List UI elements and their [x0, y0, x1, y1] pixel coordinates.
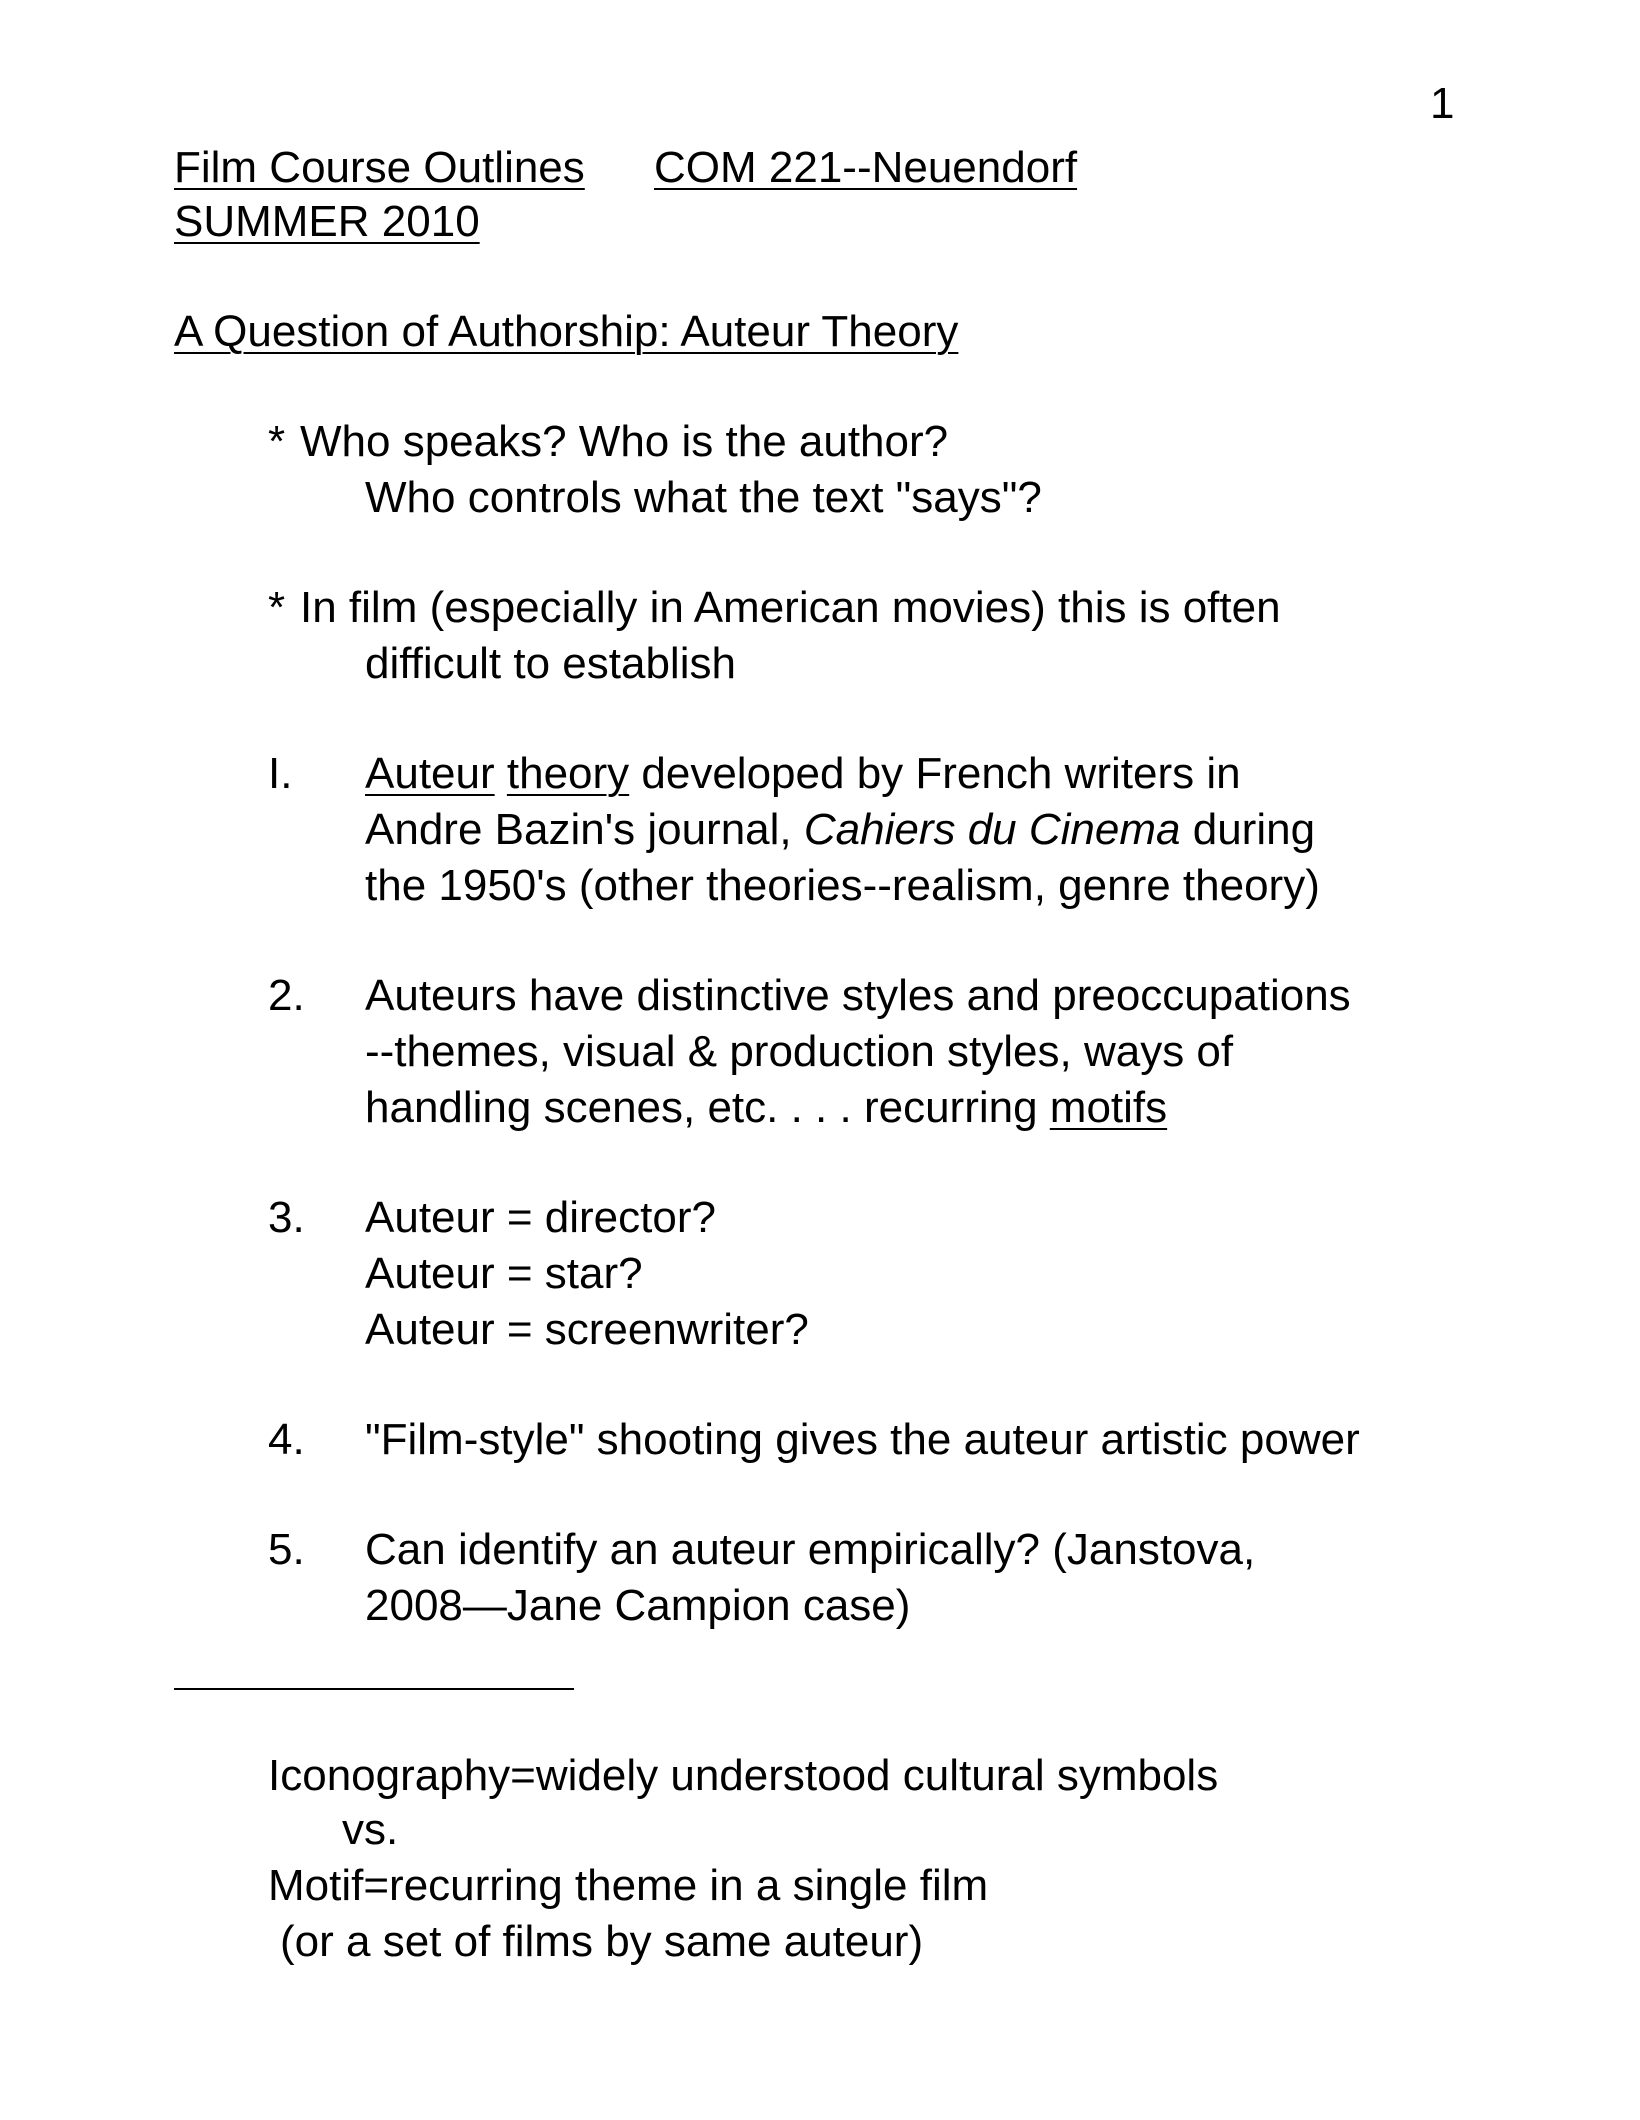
item-text — [365, 802, 1315, 858]
item-marker: 5. — [268, 1525, 305, 1574]
bullet-marker: * — [268, 583, 286, 632]
term: SUMMER 2010 — [174, 197, 480, 246]
bullet-marker: * — [268, 417, 286, 466]
item-text: the 1950's (other theories--realism, genre theory) — [365, 861, 1320, 910]
item-text-part: Andre Bazin's journal, — [365, 805, 804, 854]
section-title: A Question of Authorship: Auteur Theory — [174, 307, 959, 356]
footnote-line: (or a set of films by same auteur) — [280, 1917, 924, 1966]
item-marker: 4. — [268, 1415, 305, 1464]
item-text: 2008—Jane Campion case) — [365, 1581, 911, 1630]
item-text: --themes, visual & production styles, ways of — [365, 1027, 1234, 1076]
bullet-text: difficult to establish — [365, 639, 736, 688]
bullet-text: In film (especially in American movies) this is often — [300, 583, 1281, 632]
item-text-part: handling scenes, etc. . . . recurring — [365, 1083, 1050, 1132]
course-code: COM 221--Neuendorf — [654, 143, 1078, 192]
item-text: "Film-style" shooting gives the auteur artistic power — [365, 1415, 1360, 1464]
footnote-line: Iconography=widely understood cultural symbols — [268, 1751, 1219, 1800]
item-text-part: during — [1180, 805, 1316, 854]
item-text: Auteur = director? — [365, 1193, 716, 1242]
bullet-text: Who controls what the text "says"? — [365, 473, 1042, 522]
footnote-divider — [174, 1688, 574, 1690]
item-marker: I. — [268, 749, 293, 798]
journal-title: Cahiers du Cinema — [803, 805, 1181, 854]
item-text: Auteur = screenwriter? — [365, 1305, 809, 1354]
item-marker: 3. — [268, 1193, 305, 1242]
item-text — [365, 1080, 1167, 1136]
course-title: Film Course Outlines — [174, 143, 585, 192]
item-text-rest: developed by French writers in — [629, 749, 1241, 798]
term-motifs: motifs — [1049, 1083, 1168, 1132]
item-text: Auteurs have distinctive styles and preoccupations — [365, 971, 1351, 1020]
item-text — [365, 746, 1241, 802]
item-text: Can identify an auteur empirically? (Janstova, — [365, 1525, 1256, 1574]
item-text: Auteur = star? — [365, 1249, 643, 1298]
footnote-line: Motif=recurring theme in a single film — [268, 1861, 989, 1910]
item-marker: 2. — [268, 971, 305, 1020]
term-theory: theory — [506, 749, 630, 798]
footnote-line: vs. — [342, 1805, 399, 1854]
bullet-text: Who speaks? Who is the author? — [300, 417, 949, 466]
page-number: 1 — [1430, 79, 1455, 128]
term-auteur: Auteur — [365, 749, 495, 798]
